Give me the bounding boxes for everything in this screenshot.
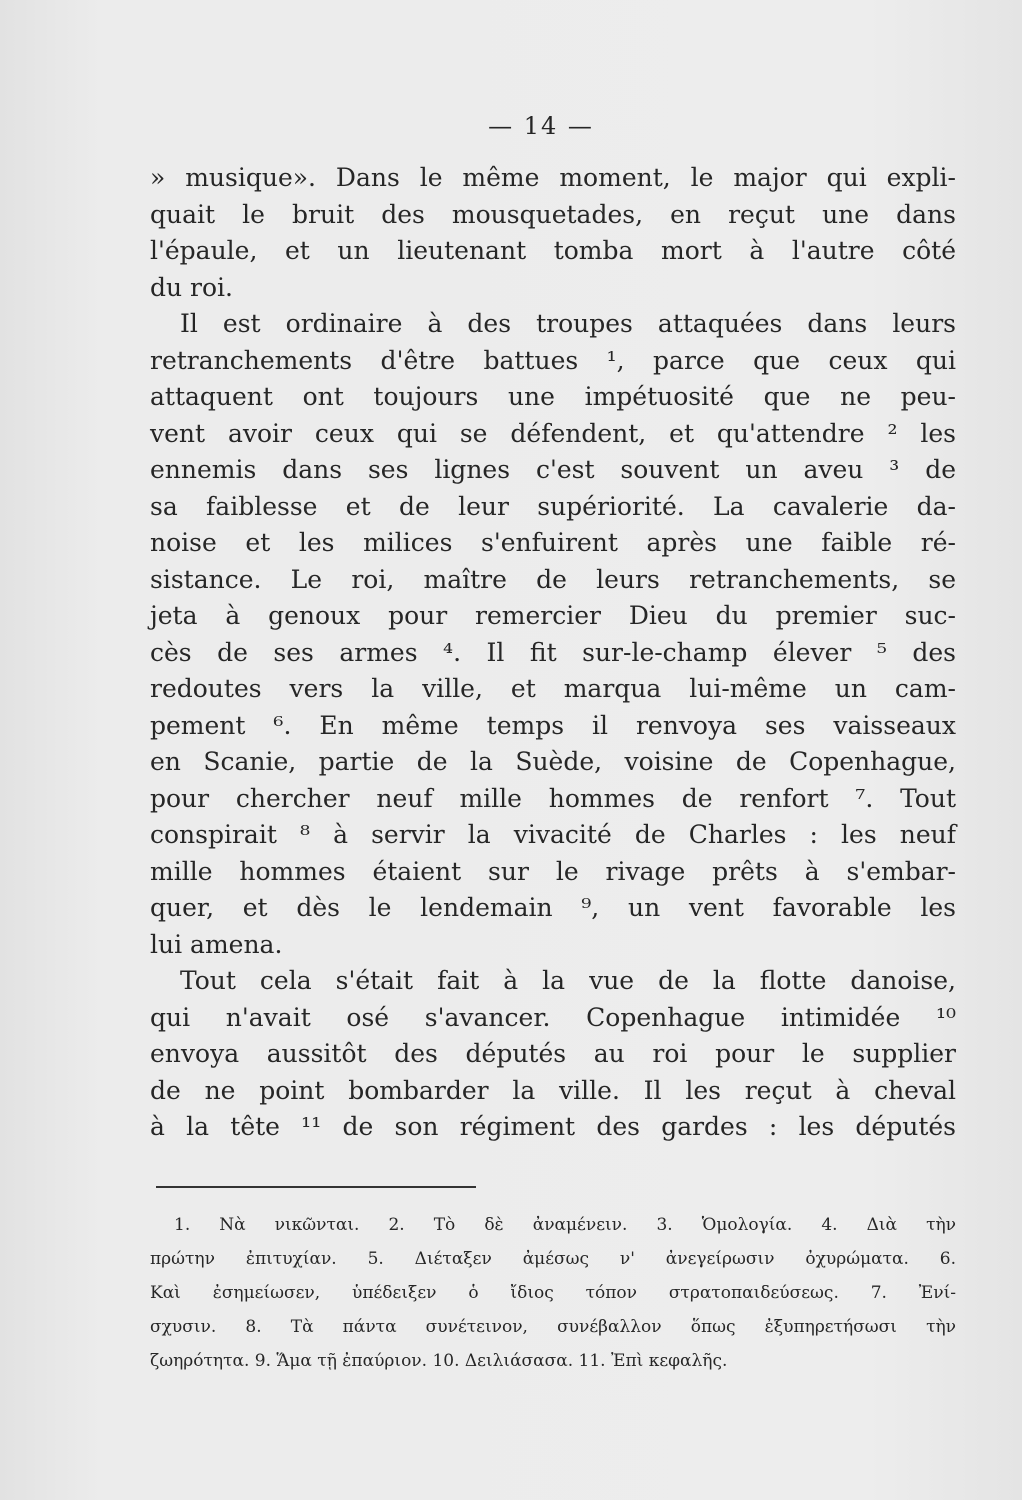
body-line: du roi. bbox=[150, 272, 233, 302]
body-line: Tout cela s'était fait à la vue de la flotte danoise, bbox=[180, 966, 956, 995]
body-line: redoutes vers la ville, et marqua lui-même un cam- bbox=[150, 674, 956, 703]
body-line: retranchements d'être battues ¹, parce que ceux qui bbox=[150, 345, 956, 375]
body-line: à la tête ¹¹ de son régiment des gardes : les députés bbox=[150, 1112, 956, 1141]
body-line: quer, et dès le lendemain ⁹, un vent favorable les bbox=[150, 893, 956, 922]
body-line: pement ⁶. En même temps il renvoya ses vaisseaux bbox=[150, 710, 956, 740]
footnote-line: ζωηρότητα. 9. Ἅμα τῇ ἐπαύριον. 10. Δειλιάσασα. 11. Ἐπὶ κεφαλῆς. bbox=[150, 1351, 728, 1371]
body-line: attaquent ont toujours une impétuosité que ne peu- bbox=[150, 382, 956, 411]
body-line: lui amena. bbox=[150, 929, 283, 959]
body-line: mille hommes étaient sur le rivage prêts à s'embar- bbox=[150, 856, 956, 886]
body-line: de ne point bombarder la ville. Il les reçut à cheval bbox=[150, 1075, 956, 1105]
body-line: sistance. Le roi, maître de leurs retranchements, se bbox=[150, 564, 956, 594]
body-line: envoya aussitôt des députés au roi pour le supplier bbox=[150, 1039, 956, 1068]
body-line: cès de ses armes ⁴. Il fit sur-le-champ élever ⁵ des bbox=[150, 637, 956, 667]
footnote-divider bbox=[156, 1186, 476, 1188]
body-text bbox=[150, 160, 956, 1146]
footnote-line: 1. Νὰ νικῶνται. 2. Τὸ δὲ ἀναμένειν. 3. Ὁμολογία. 4. Διὰ τὴν bbox=[174, 1215, 956, 1235]
body-line: jeta à genoux pour remercier Dieu du premier suc- bbox=[150, 601, 956, 630]
footnote-line: σχυσιν. 8. Τὰ πάντα συνέτεινον, συνέβαλλον ὅπως ἐξυπηρετήσωσι τὴν bbox=[150, 1317, 956, 1337]
body-line: en Scanie, partie de la Suède, voisine de Copenhague, bbox=[150, 747, 956, 776]
body-line: ennemis dans ses lignes c'est souvent un aveu ³ de bbox=[150, 455, 956, 484]
footnotes bbox=[150, 1208, 956, 1378]
body-line: sa faiblesse et de leur supériorité. La cavalerie da- bbox=[150, 491, 956, 521]
page-number: — 14 — bbox=[488, 112, 594, 140]
footnote-line: πρώτην ἐπιτυχίαν. 5. Διέταξεν ἀμέσως ν' ἀνεγείρωσιν ὀχυρώματα. 6. bbox=[150, 1249, 956, 1269]
footnote-line: Καὶ ἐσημείωσεν, ὑπέδειξεν ὁ ἴδιος τόπον στρατοπαιδεύσεως. 7. Ἐνί- bbox=[150, 1283, 956, 1303]
body-line: l'épaule, et un lieutenant tomba mort à l'autre côté bbox=[150, 236, 956, 265]
body-line: noise et les milices s'enfuirent après une faible ré- bbox=[150, 528, 956, 557]
body-line: pour chercher neuf mille hommes de renfort ⁷. Tout bbox=[150, 783, 956, 813]
body-line: qui n'avait osé s'avancer. Copenhague intimidée ¹⁰ bbox=[150, 1002, 956, 1032]
body-line: vent avoir ceux qui se défendent, et qu'attendre ² les bbox=[150, 418, 956, 448]
body-line: Il est ordinaire à des troupes attaquées dans leurs bbox=[180, 309, 956, 338]
body-line: » musique». Dans le même moment, le major qui expli- bbox=[150, 163, 956, 192]
body-line: conspirait ⁸ à servir la vivacité de Charles : les neuf bbox=[150, 820, 956, 849]
body-line: quait le bruit des mousquetades, en reçut une dans bbox=[150, 199, 956, 229]
